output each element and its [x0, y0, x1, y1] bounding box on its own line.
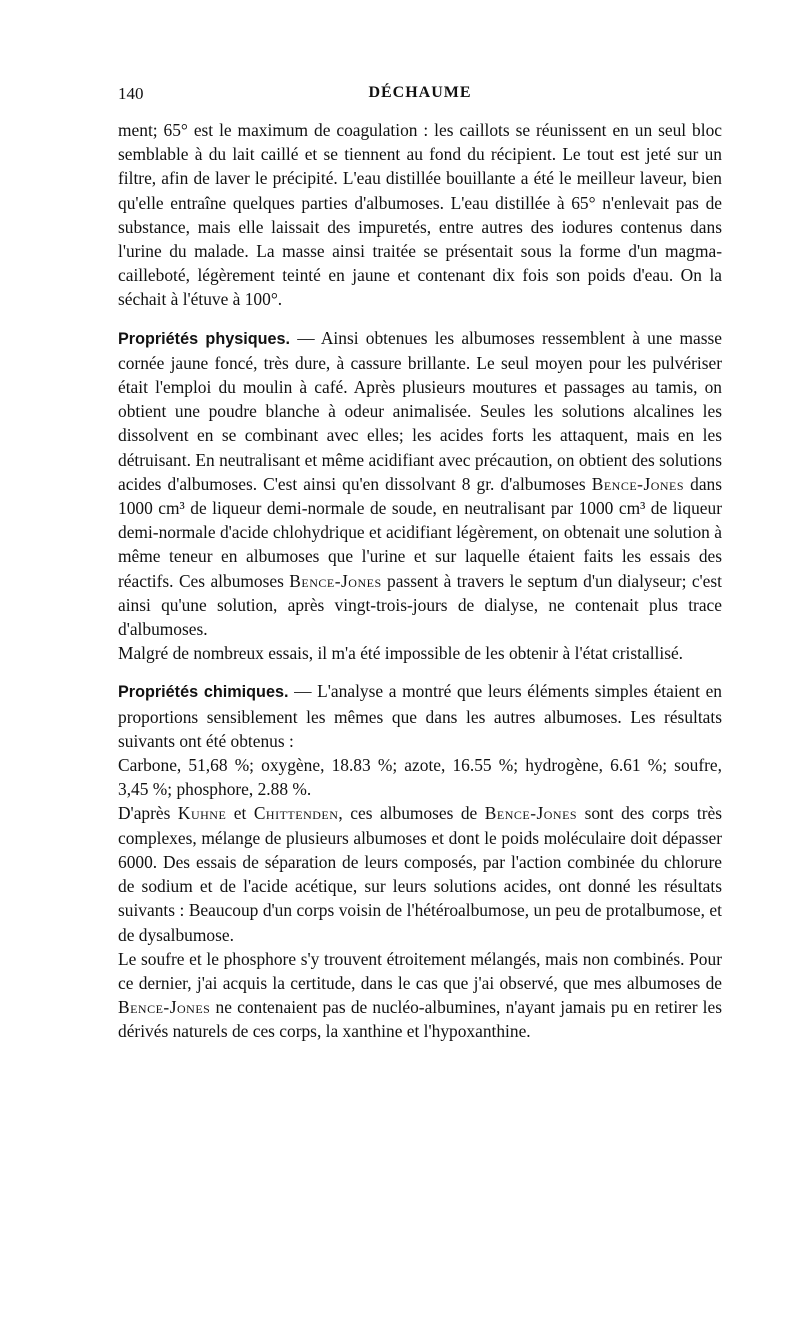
kuhne-text-b: et	[226, 803, 254, 824]
book-page	[118, 84, 722, 1044]
paragraph-crystallization-text: Malgré de nombreux essais, il m'a été impossible de les obtenir à l'état cristallisé.	[118, 643, 684, 664]
sulfur-text-b: ne contenaient pas de nucléo-albumines, n'ayant jamais pu en retirer les dérivés naturels de ces corps, la xanthine et l'hypoxanthine.	[118, 997, 722, 1042]
kuhne-text-c: , ces albumoses de	[338, 803, 485, 824]
author-name-kuhne: Kuhne	[177, 803, 227, 824]
running-title: DÉCHAUME	[368, 84, 472, 101]
author-name-bence-jones: Bence-Jones	[289, 570, 382, 591]
chemical-text: — L'analyse a montré que leurs éléments simples étaient en proportions sensiblement les mêmes que dans les autres albumoses. Les résultats suivants ont été obtenus :	[118, 681, 723, 751]
paragraph-kuhne-chittenden	[118, 801, 722, 946]
paragraph-crystallization	[118, 641, 722, 665]
section-title-physical: Propriétés physiques.	[118, 329, 290, 348]
paragraph-composition	[118, 753, 722, 801]
section-physical-properties	[118, 326, 722, 642]
physical-text-a: — Ainsi obtenues les albumoses ressemblent à une masse cornée jaune foncé, très dure, à cassure brillante. Le seul moyen pour les pulvériser était l'emploi du moulin à café. Après plusieurs moutures et passages au tamis, on obtient une poudre blanche à odeur animalisée. Seules les solutions alcalines les dissolvent en se combinant avec elles; les acides forts les attaquent, mais en les détruisant. En neutralisant et même acidifiant avec précaution, on obtient des solutions acides d'albumoses. C'est ainsi qu'en dissolvant 8 gr. d'albumoses	[118, 327, 722, 494]
section-title-chemical: Propriétés chimiques.	[118, 683, 289, 702]
author-name-chittenden: Chittenden	[253, 803, 339, 824]
paragraph-sulfur-phosphorus	[118, 947, 722, 1044]
physical-text-c: passent à travers le septum d'un dialyseur; c'est ainsi qu'une solution, après vingt-trois-jours de dialyse, ne contenait plus trace d'albumoses.	[118, 570, 722, 640]
section-chemical-properties	[118, 679, 722, 753]
paragraph-composition-text: Carbone, 51,68 %; oxygène, 18.83 %; azote, 16.55 %; hydrogène, 6.61 %; soufre, 3,45 %; phosphore, 2.88 %.	[118, 755, 722, 800]
kuhne-text-d: sont des corps très complexes, mélange de plusieurs albumoses et dont le poids moléculaire doit dépasser 6000. Des essais de séparation de leurs composés, par l'action combinée du chlorure de sodium et de l'acide acétique, sur leurs solutions acides, ont donné les résultats suivants : Beaucoup d'un corps voisin de l'hétéroalbumose, un peu de protalbumose, et de dysalbumose.	[118, 803, 723, 945]
author-name-bence-jones: Bence-Jones	[484, 803, 578, 824]
paragraph-coagulation	[118, 118, 722, 312]
page-header	[118, 84, 722, 108]
page-number: 140	[118, 84, 144, 103]
kuhne-text-a: D'après	[118, 803, 178, 824]
author-name-bence-jones: Bence-Jones	[118, 997, 211, 1018]
physical-text-b: dans 1000 cm³ de liqueur demi-normale de soude, en neutralisant par 1000 cm³ de liqueur demi-normale d'acide chlohydrique et acidifiant légèrement, on obtenait une solution à même teneur en albumoses que l'urine et sur laquelle étaient faits les essais des réactifs. Ces albumoses	[118, 473, 722, 591]
author-name-bence-jones: Bence-Jones	[591, 473, 685, 494]
sulfur-text-a: Le soufre et le phosphore s'y trouvent étroitement mélangés, mais non combinés. Pour ce dernier, j'ai acquis la certitude, dans le cas que j'ai observé, que mes albumoses de	[118, 948, 722, 993]
paragraph-coagulation-text: ment; 65° est le maximum de coagulation : les caillots se réunissent en un seul bloc semblable à du lait caillé et se tiennent au fond du récipient. Le tout est jeté sur un filtre, afin de laver le précipité. L'eau distillée bouillante a été le meilleur laveur, bien qu'elle entraîne quelques parties d'albumoses. L'eau distillée à 65° n'enlevait pas de substance, mais elle laissait des impuretés, entre autres des iodures contenus dans l'urine du malade. La masse ainsi traitée se présentait sous la forme d'un magma-cailleboté, légèrement teinté en jaune et contenant dix fois son poids d'eau. On la séchait à l'étuve à 100°.	[118, 120, 722, 310]
